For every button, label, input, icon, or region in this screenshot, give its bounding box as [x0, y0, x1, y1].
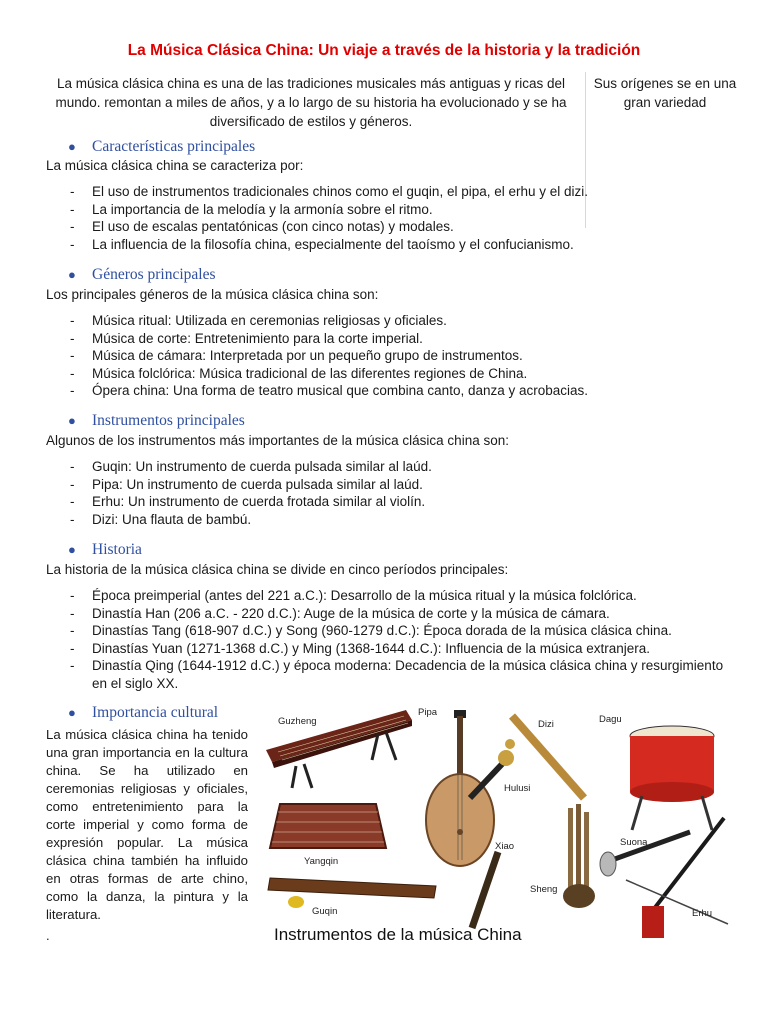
list-item: - Dinastía Han (206 a.C. - 220 d.C.): Auge de la música de corte y la música de cámara.: [46, 605, 736, 623]
xiao-image: [472, 852, 498, 928]
sheng-image: [563, 804, 595, 908]
section-heading-caracteristicas: [68, 137, 255, 157]
list-item: - Dizi: Una flauta de bambú.: [46, 511, 736, 529]
pipa-image: [426, 710, 494, 866]
section-heading-text: Géneros principales: [92, 266, 216, 283]
label-dagu: Dagu: [599, 714, 622, 725]
bullet-icon: ●: [68, 267, 76, 282]
bullet-icon: ●: [68, 139, 76, 154]
historia-list: [46, 587, 736, 693]
document-title: La Música Clásica China: Un viaje a través de la historia y la tradición: [127, 42, 641, 59]
list-item: - Época preimperial (antes del 221 a.C.): Desarrollo de la música ritual y la música folclórica.: [46, 587, 736, 605]
instruments-illustration: [266, 700, 740, 948]
importancia-paragraph: La música clásica china ha tenido una gran importancia en la cultura china. Se ha utilizado en ceremonias religiosas y oficiales, como entretenimiento para la corte imperial y como forma de expresión popular. La música clásica china también ha influido en otras formas de arte chino, como la danza, la pintura y la literatura.: [46, 727, 248, 922]
list-item: - Dinastías Yuan (1271-1368 d.C.) y Ming (1368-1644 d.C.): Influencia de la música extranjera.: [46, 640, 736, 658]
section-intro: La música clásica china se caracteriza por:: [46, 158, 304, 173]
list-item: - Guqin: Un instrumento de cuerda pulsada similar al laúd.: [46, 458, 736, 476]
section-intro: Los principales géneros de la música clásica china son:: [46, 287, 379, 302]
caracteristicas-list: [46, 183, 736, 253]
label-yangqin: Yangqin: [304, 856, 339, 867]
section-heading-text: Instrumentos principales: [92, 412, 245, 429]
figure-caption: Instrumentos de la música China: [274, 925, 522, 944]
generos-list: [46, 312, 736, 400]
guqin-image: [268, 878, 436, 908]
bullet-icon: ●: [68, 413, 76, 428]
list-item: - El uso de instrumentos tradicionales chinos como el guqin, el pipa, el erhu y el dizi.: [46, 183, 736, 201]
section-heading-generos: [68, 265, 216, 285]
bullet-icon: ●: [68, 705, 76, 720]
section-heading-importancia: [68, 703, 218, 723]
side-note: Sus orígenes se en una gran variedad: [593, 76, 737, 110]
list-item: - Música de corte: Entretenimiento para la corte imperial.: [46, 330, 736, 348]
list-item: - Dinastía Qing (1644-1912 d.C.) y época moderna: Decadencia de la música clásica china y resurgimiento en el siglo XX.: [46, 657, 736, 692]
list-item: - El uso de escalas pentatónicas (con cinco notas) y modales.: [46, 218, 736, 236]
label-pipa: Pipa: [418, 707, 438, 718]
section-heading-text: Importancia cultural: [92, 704, 219, 721]
list-item: - Música folclórica: Música tradicional de las diferentes regiones de China.: [46, 365, 736, 383]
instrumentos-list: [46, 458, 736, 528]
list-item: - Música ritual: Utilizada en ceremonias religiosas y oficiales.: [46, 312, 736, 330]
section-heading-historia: [68, 540, 142, 560]
intro-paragraph: La música clásica china es una de las tradiciones musicales más antiguas y ricas del mundo. remontan a miles de años, y a lo largo de su historia ha evolucionado y se ha diversificado de estilos y géneros.: [55, 76, 567, 129]
section-intro: La historia de la música clásica china se divide en cinco períodos principales:: [46, 562, 509, 577]
label-suona: Suona: [620, 837, 648, 848]
section-heading-text: Características principales: [92, 138, 256, 155]
label-guqin: Guqin: [312, 906, 338, 917]
yangqin-image: [270, 804, 386, 848]
list-item: - Ópera china: Una forma de teatro musical que combina canto, danza y acrobacias.: [46, 382, 736, 400]
section-heading-text: Historia: [92, 541, 142, 558]
list-item: - Pipa: Un instrumento de cuerda pulsada similar al laúd.: [46, 476, 736, 494]
label-dizi: Dizi: [538, 719, 554, 730]
section-heading-instrumentos: [68, 411, 245, 431]
list-item: - Dinastías Tang (618-907 d.C.) y Song (960-1279 d.C.): Época dorada de la música clásica china.: [46, 622, 736, 640]
label-erhu: Erhu: [692, 908, 713, 919]
label-xiao: Xiao: [495, 841, 515, 852]
list-item: - La influencia de la filosofía china, especialmente del taoísmo y el confucianismo.: [46, 236, 736, 254]
dagu-image: [630, 726, 714, 830]
list-item: - Erhu: Un instrumento de cuerda frotada similar al violín.: [46, 493, 736, 511]
label-sheng: Sheng: [530, 884, 558, 895]
list-item: - Música de cámara: Interpretada por un pequeño grupo de instrumentos.: [46, 347, 736, 365]
label-guzheng: Guzheng: [278, 716, 317, 727]
label-hulusi: Hulusi: [504, 783, 531, 794]
section-intro: Algunos de los instrumentos más importantes de la música clásica china son:: [46, 433, 509, 448]
trailing-mark: .: [46, 928, 50, 943]
list-item: - La importancia de la melodía y la armonía sobre el ritmo.: [46, 201, 736, 219]
bullet-icon: ●: [68, 542, 76, 557]
